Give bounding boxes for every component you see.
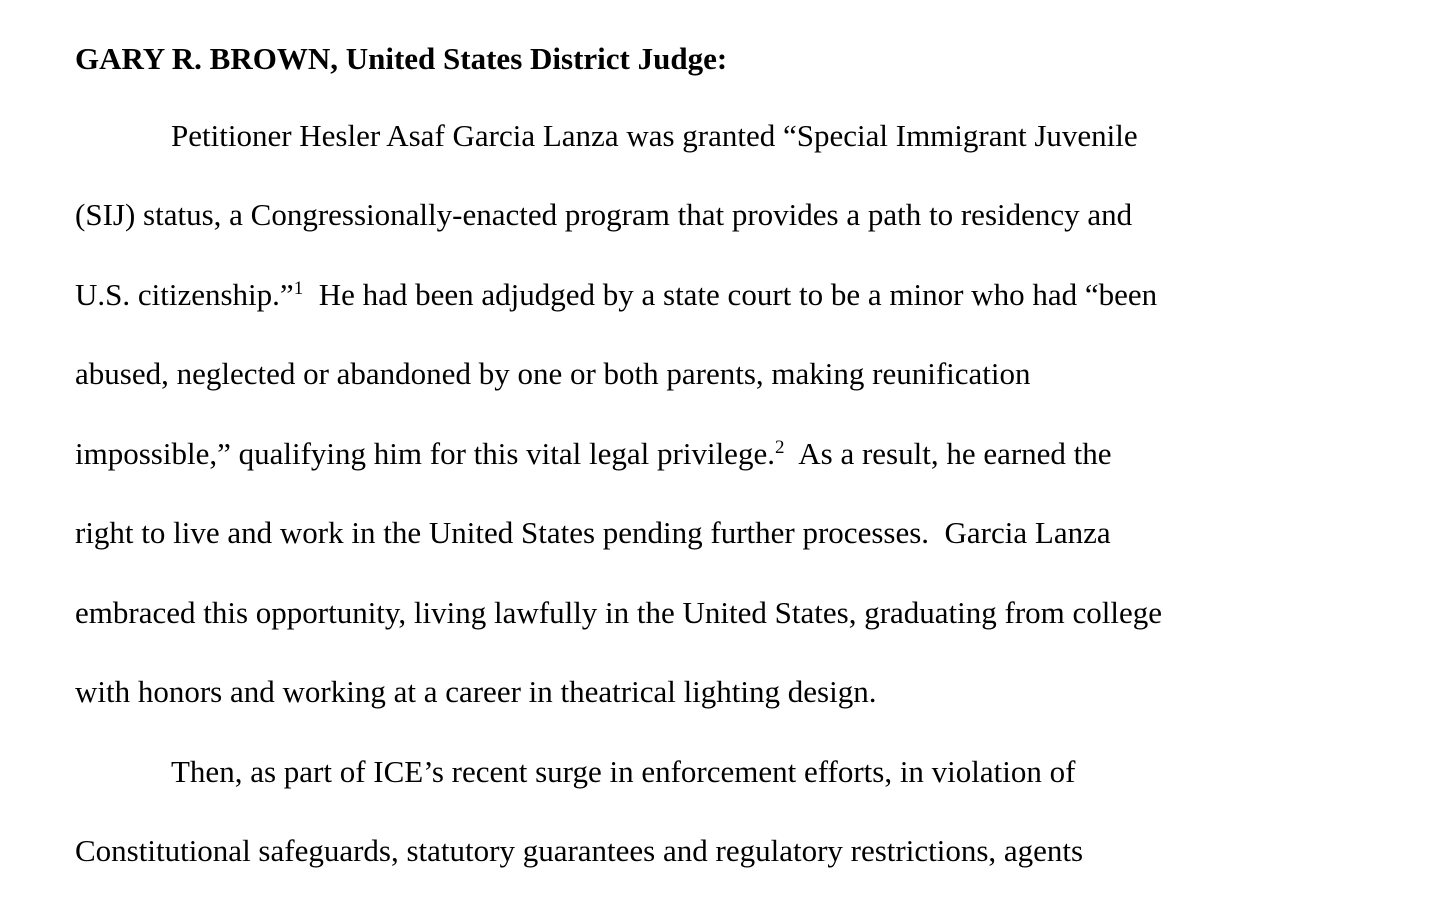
paragraph-2-line-2: Constitutional safeguards, statutory guarantees and regulatory restrictions, agents: [75, 833, 1084, 868]
paragraph-1-line-3-text-b: He had been adjudged by a state court to be a minor who had “been: [303, 277, 1158, 312]
footnote-ref-1[interactable]: 1: [293, 278, 304, 299]
paragraph-1-line-6: right to live and work in the United States pending further processes. Garcia Lanza: [75, 515, 1111, 550]
paragraph-1-line-2: (SIJ) status, a Congressionally-enacted program that provides a path to residency and: [75, 197, 1133, 232]
paragraph-2-line-1: Then, as part of ICE’s recent surge in enforcement efforts, in violation of: [171, 754, 1076, 789]
paragraph-1-line-1: Petitioner Hesler Asaf Garcia Lanza was granted “Special Immigrant Juvenile: [171, 118, 1138, 153]
paragraph-1-line-3: [75, 275, 1157, 315]
judge-heading: GARY R. BROWN, United States District Judge:: [75, 41, 728, 76]
paragraph-1-line-3-text-a: U.S. citizenship.”: [75, 277, 294, 312]
paragraph-1-line-4: abused, neglected or abandoned by one or both parents, making reunification: [75, 356, 1031, 391]
paragraph-1-line-5-text-a: impossible,” qualifying him for this vital legal privilege.: [75, 436, 775, 471]
footnote-ref-2[interactable]: 2: [774, 437, 785, 458]
paragraph-1-line-5-text-b: As a result, he earned the: [784, 436, 1112, 471]
paragraph-1-line-8: with honors and working at a career in theatrical lighting design.: [75, 674, 877, 709]
paragraph-1-line-5: [75, 434, 1112, 474]
paragraph-1-line-7: embraced this opportunity, living lawfully in the United States, graduating from college: [75, 595, 1163, 630]
